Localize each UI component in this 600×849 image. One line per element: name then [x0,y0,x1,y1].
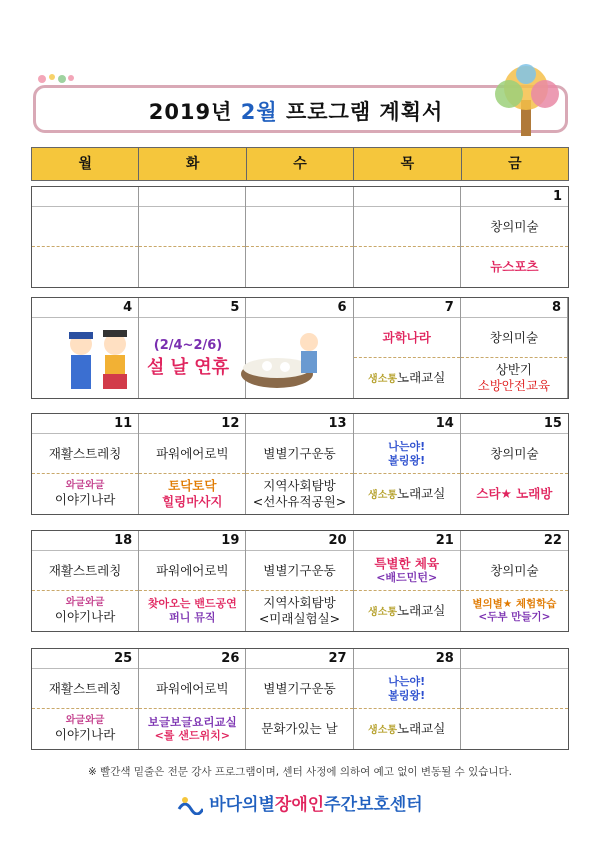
day-number: 21 [354,531,460,551]
center-logo-icon [177,795,203,815]
holiday-range: (2/4~2/6) [153,338,223,353]
day-cell-empty [32,187,139,287]
program-item: 와글와글 이야기나라 [54,714,116,743]
program-item: 와글와글 이야기나라 [54,596,116,625]
day-cell-empty [246,187,353,287]
day-cell-15 [461,414,568,514]
program-item: 토닥토닥 힐링마사지 [162,478,223,509]
day-number: 11 [32,414,138,434]
day-number: 5 [139,298,245,318]
day-number: 12 [139,414,245,434]
day-cell-8 [461,298,568,398]
program-item: 문화가있는 날 [261,721,338,737]
program-item: 재활스트레칭 [32,551,138,591]
day-cell-28 [354,649,461,749]
holiday-name: 설 날 연휴 [146,357,230,378]
program-item: 나는야! 볼링왕! [354,434,460,474]
rice-cake-soup-icon [237,324,327,394]
program-item: 생소통노래교실 [368,369,446,385]
program-item: 재활스트레칭 [32,434,138,474]
weekday-tue: 화 [139,148,246,180]
day-number: 15 [461,414,568,434]
day-cell-12 [139,414,246,514]
day-cell-21 [354,531,461,631]
program-item: 별의별★ 체험학습 <두부 만들기> [472,597,557,623]
week-row-3 [31,413,569,515]
program-item: 창의미술 [461,318,567,358]
children-in-hanbok-icon [59,324,139,394]
program-item: 뉴스포츠 [490,259,539,275]
program-item: 별별기구운동 [246,434,352,474]
day-cell-1 [461,187,568,287]
program-item: 생소통노래교실 [368,720,446,736]
week-row-1 [31,186,569,288]
program-item: 스타★ 노래방 [476,486,553,502]
program-item: 파워에어로빅 [139,551,245,591]
day-number: 6 [246,298,352,318]
program-item: 상반기 소방안전교육 [477,362,551,393]
day-cell-22 [461,531,568,631]
week-row-4 [31,530,569,632]
tree-icon [481,60,571,138]
day-number: 26 [139,649,245,669]
day-number: 27 [246,649,352,669]
weekday-fri: 금 [508,156,522,172]
day-cell-empty [139,187,246,287]
program-item: 파워에어로빅 [139,434,245,474]
day-number: 8 [461,298,567,318]
program-item: 찾아오는 밴드공연 퍼니 뮤직 [147,597,237,624]
day-cell-empty [354,187,461,287]
day-number: 25 [32,649,138,669]
day-number: 20 [246,531,352,551]
day-number: 19 [139,531,245,551]
program-item: 지역사회탐방 <미래실험실> [258,595,341,626]
center-name: 바다의별장애인주간보호센터 [0,790,600,815]
program-item: 별별기구운동 [246,551,352,591]
day-number: 13 [246,414,352,434]
program-item: 나는야! 볼링왕! [354,669,460,709]
day-cell-14 [354,414,461,514]
program-item: 특별한 체육 <배드민턴> [354,551,460,591]
program-item: 재활스트레칭 [32,669,138,709]
week-row-5 [31,648,569,750]
title-banner [33,85,568,133]
weekday-mon: 월 [32,148,139,180]
weekday-wed: 수 [247,148,354,180]
program-item: 보글보글요리교실 <롤 샌드위치> [147,714,237,743]
day-cell-7 [354,298,461,398]
program-item: 창의미술 [461,434,568,474]
day-cell-18 [32,531,139,631]
program-item: 지역사회탐방 <선사유적공원> [252,478,347,509]
program-item: 창의미술 [461,207,568,247]
day-cell-13 [246,414,353,514]
program-item: 생소통노래교실 [368,602,446,618]
week-row-2 [31,297,569,399]
page-title: 2019년 2월 프로그램 계획서 [148,100,444,124]
program-item: 별별기구운동 [246,669,352,709]
day-number: 18 [32,531,138,551]
day-number: 7 [354,298,460,318]
day-number: 22 [461,531,568,551]
weekday-thu: 목 [354,148,461,180]
program-item: 파워에어로빅 [139,669,245,709]
day-number: 28 [354,649,460,669]
weekday-header [31,147,569,181]
program-item: 생소통노래교실 [368,485,446,501]
program-item: 창의미술 [461,551,568,591]
day-cell-27 [246,649,353,749]
program-item: 과학나라 [354,318,460,358]
program-item: 와글와글 이야기나라 [54,479,116,508]
footnote: ※ 빨간색 밑줄은 전문 강사 프로그램이며, 센터 사정에 의하여 예고 없이 변동될 수 있습니다. [87,766,512,778]
day-cell-11 [32,414,139,514]
day-number: 14 [354,414,460,434]
day-cell-20 [246,531,353,631]
day-cell-empty [461,649,568,749]
day-number: 1 [461,187,568,207]
day-cell-26 [139,649,246,749]
day-number: 4 [32,298,138,318]
day-cell-25 [32,649,139,749]
day-cell-19 [139,531,246,631]
holiday-banner [32,318,354,399]
